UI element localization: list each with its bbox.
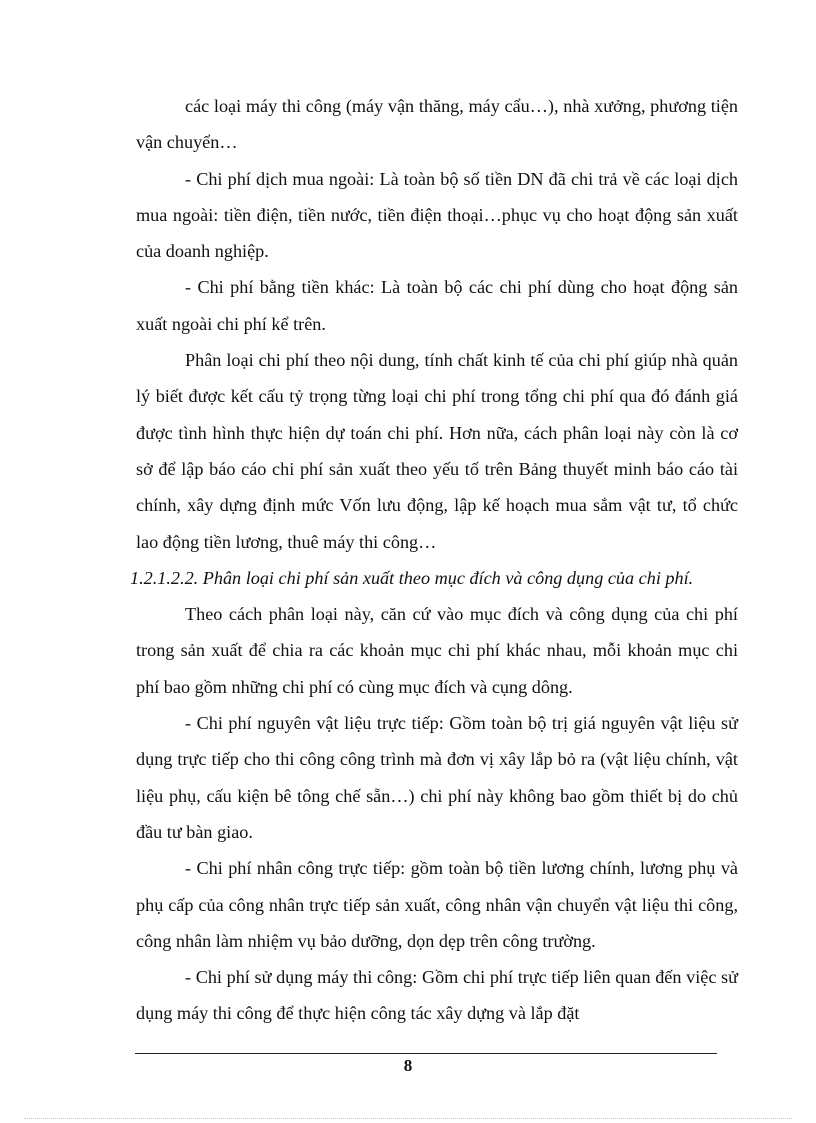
page-body [130,88,738,1032]
paragraph-direct-labor: - Chi phí nhân công trực tiếp: gồm toàn bộ tiền lương chính, lương phụ và phụ cấp của công nhân trực tiếp sản xuất, công nhân vận chuyển vật liệu thi công, công nhân làm nhiệm vụ bảo dưỡng, dọn dẹp trên công trường. [136,858,738,951]
footer-divider [135,1053,717,1054]
section-heading: 1.2.1.2.2. Phân loại chi phí sản xuất theo mục đích và công dụng của chi phí. [130,567,694,588]
paragraph-direct-materials: - Chi phí nguyên vật liệu trực tiếp: Gồm toàn bộ trị giá nguyên vật liệu sử dụng trực tiếp cho thi công công trình mà đơn vị xây lắp bỏ ra (vật liệu chính, vật liệu phụ, cấu kiện bê tông chế sẵn…) chi phí này không bao gồm thiết bị do chủ đầu tư bàn giao. [136,713,738,842]
paragraph-classification-summary: Phân loại chi phí theo nội dung, tính chất kinh tế của chi phí giúp nhà quản lý biết được kết cấu tỷ trọng từng loại chi phí trong tổng chi phí qua đó đánh giá được tình hình thực hiện dự toán chi phí. Hơn nữa, cách phân loại này còn là cơ sở để lập báo cáo chi phí sản xuất theo yếu tố trên Bảng thuyết minh báo cáo tài chính, xây dựng định mức Vốn lưu động, lập kế hoạch mua sắm vật tư, tổ chức lao động tiền lương, thuê máy thi công… [136,350,738,552]
page-bottom-border [24,1118,792,1119]
paragraph-continuation: các loại máy thi công (máy vận thăng, máy cẩu…), nhà xưởng, phương tiện vận chuyển… [136,96,738,153]
page-number: 8 [403,1056,413,1075]
paragraph-machine-costs: - Chi phí sử dụng máy thi công: Gồm chi phí trực tiếp liên quan đến việc sử dụng máy thi công để thực hiện công tác xây dựng và lắp đặt [136,967,738,1024]
paragraph-purchased-services: - Chi phí dịch mua ngoài: Là toàn bộ số tiền DN đã chi trả về các loại dịch mua ngoài: tiền điện, tiền nước, tiền điện thoại…phục vụ cho hoạt động sản xuất của doanh nghiệp. [136,168,738,262]
paragraph-classification-method: Theo cách phân loại này, căn cứ vào mục đích và công dụng của chi phí trong sản xuất để chia ra các khoản mục chi phí khác nhau, mỗi khoản mục chi phí bao gồm những chi phí có cùng mục đích và cụng dông. [136,604,738,697]
paragraph-other-cash-costs: - Chi phí bằng tiền khác: Là toàn bộ các chi phí dùng cho hoạt động sản xuất ngoài chi phí kể trên. [136,277,738,334]
